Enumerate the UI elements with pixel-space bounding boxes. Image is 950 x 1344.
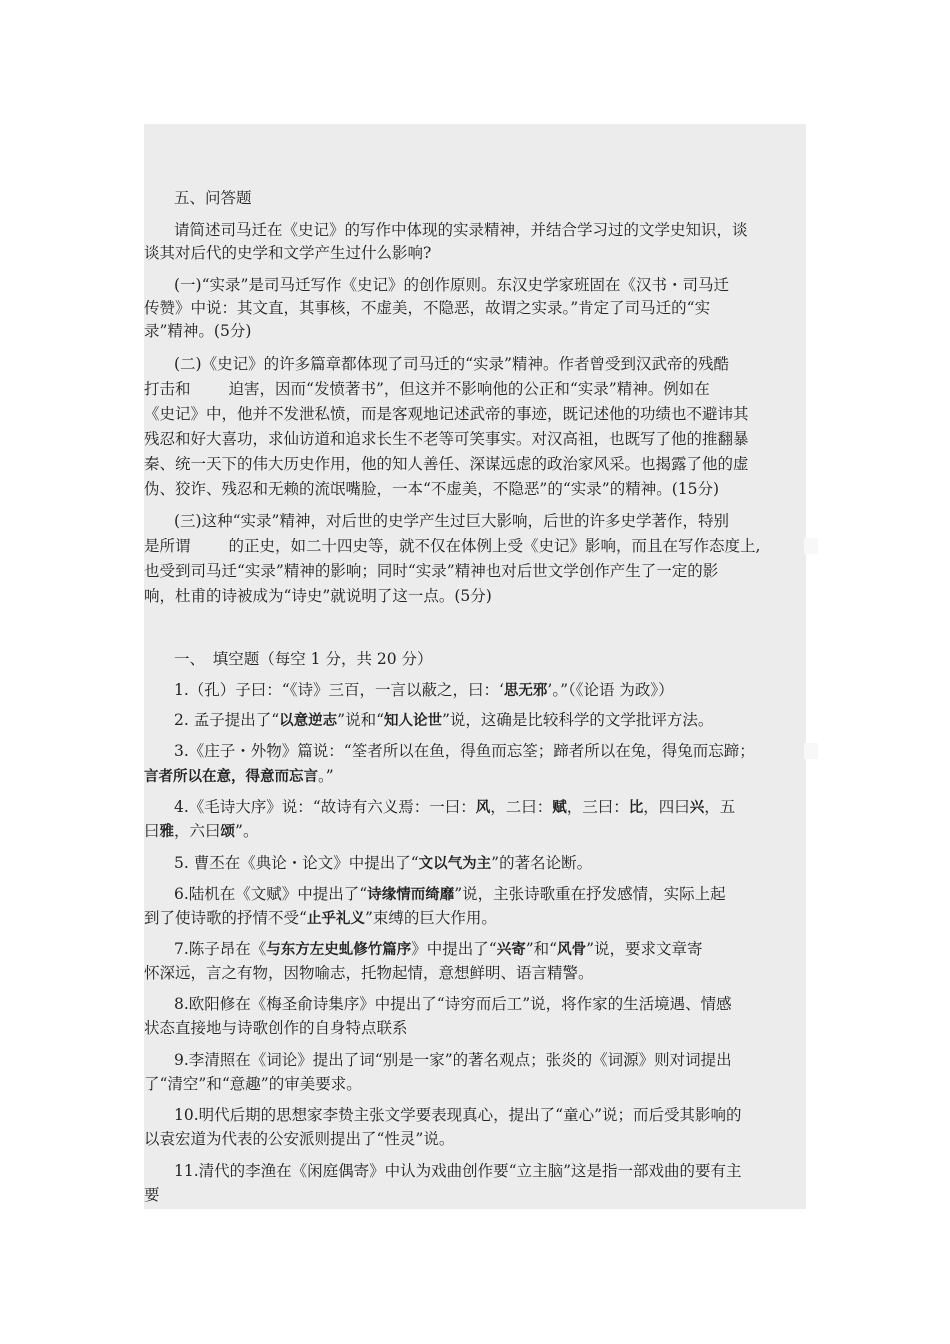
item-4-answer-ya: 雅 <box>159 824 175 840</box>
question-line-1: 请简述司马迁在《史记》的写作中体现的实录精神，并结合学习过的文学史知识，谈 <box>174 221 748 239</box>
item-4-line-2 <box>144 821 806 843</box>
answer-1-line-1: (一)“实录”是司马迁写作《史记》的创作原则。东汉史学家班固在《汉书・司马迁 <box>174 276 729 294</box>
answer-3-line-1: (三)这种“实录”精神，对后世的史学产生过巨大影响，后世的许多史学著作，特别 <box>174 512 729 530</box>
item-7-text-a: 7.陈子昂在《 <box>174 940 267 958</box>
item-7-line-1 <box>144 939 806 961</box>
item-7-answer-title: 与东方左史虬修竹篇序 <box>266 942 412 958</box>
item-11-line-2: 要 <box>144 1186 160 1204</box>
item-2-answer-2: 知人论世 <box>384 713 442 729</box>
item-9-line-1: 9.李清照在《词论》提出了词“别是一家”的著名观点；张炎的《词源》则对词提出 <box>174 1051 732 1069</box>
item-3-line-1: 3.《庄子・外物》篇说：“筌者所以在鱼，得鱼而忘筌；蹄者所以在兔，得兔而忘蹄； <box>174 742 755 760</box>
item-7-answer-xingji: 兴寄 <box>496 942 526 958</box>
item-6-text-a: 6.陆机在《文赋》中提出了“ <box>174 885 368 903</box>
item-3-line-2 <box>144 766 806 788</box>
item-5-answer: 文以气为主 <box>418 856 492 872</box>
item-6-text-d: ”束缚的巨大作用。 <box>364 909 497 927</box>
item-6-answer-1: 诗缘情而绮靡 <box>367 887 455 903</box>
margin-strip <box>804 538 818 554</box>
answer-2-line-1: (二)《史记》的许多篇章都体现了司马迁的“实录”精神。作者曾受到汉武帝的残酷 <box>174 355 729 373</box>
answer-2-line-2 <box>144 379 806 400</box>
item-7-line-2: 怀深远，言之有物，因物喻志，托物起情，意想鲜明、语言精警。 <box>144 964 594 982</box>
item-5-text-a: 5. 曹丕在《典论・论文》中提出了“ <box>174 854 419 872</box>
item-7-text-d: ”说，要求文章寄 <box>586 940 703 958</box>
answer-2-line-3: 《史记》中，他并不发泄私愤，而是客观地记述武帝的事迹，既记述他的功绩也不避讳其 <box>144 405 749 423</box>
item-1-text-a: 1.（孔）子曰：“《诗》三百，一言以蔽之，曰：‘ <box>174 681 504 699</box>
item-7-text-b: 》中提出了“ <box>411 940 497 958</box>
item-2 <box>144 710 806 732</box>
answer-3-fragment-b: 的正史，如二十四史等，就不仅在体例上受《史记》影响，而且在写作态度上, <box>228 537 761 555</box>
section-1-heading: 一、 填空题（每空 1 分，共 20 分） <box>174 650 433 668</box>
answer-2-fragment-a: 打击和 <box>144 380 191 398</box>
item-9-line-2: 了“清空”和“意趣”的审美要求。 <box>144 1075 362 1093</box>
item-10-line-1: 10.明代后期的思想家李贽主张文学要表现真心，提出了“童心”说；而后受其影响的 <box>174 1106 742 1124</box>
margin-strip <box>804 743 818 759</box>
answer-3-line-4: 响，杜甫的诗被成为“诗史”就说明了这一点。(5分) <box>144 587 492 605</box>
item-10-line-2: 以袁宏道为代表的公安派则提出了“性灵”说。 <box>144 1130 455 1148</box>
question-line-2: 谈其对后代的史学和文学产生过什么影响? <box>144 244 432 262</box>
item-7-answer-fenggu: 风骨 <box>557 942 587 958</box>
item-4-text-b: ，二曰： <box>490 798 553 816</box>
item-8-line-2: 状态直接地与诗歌创作的自身特点联系 <box>144 1019 408 1037</box>
item-4-answer-song: 颂 <box>220 824 236 840</box>
section-5-heading: 五、问答题 <box>174 189 252 207</box>
item-3-text: 。” <box>318 767 334 785</box>
item-2-text-b: ”说和“ <box>337 711 384 729</box>
answer-3-fragment-a: 是所谓 <box>144 537 191 555</box>
item-4-answer-fu: 赋 <box>552 800 567 816</box>
answer-2-line-4: 残忍和好大喜功，求仙访道和追求长生不老等可笑事实。对汉高祖，也既写了他的推翻暴 <box>144 430 749 448</box>
item-4-text-d: ，四曰 <box>643 798 690 816</box>
item-6-line-1 <box>144 884 806 906</box>
item-4-line-1 <box>144 797 806 819</box>
item-2-text-c: ”说，这确是比较科学的文学批评方法。 <box>442 711 714 729</box>
answer-3-line-2 <box>144 536 806 557</box>
answer-1-line-2: 传赞》中说：其文直，其事核，不虚美，不隐恶，故谓之实录。”肯定了司马迁的“实 <box>144 299 711 317</box>
item-2-text-a: 2. 孟子提出了“ <box>174 711 280 729</box>
item-5 <box>144 853 806 875</box>
item-4-text-e: ，五 <box>704 798 736 816</box>
item-6-answer-2: 止乎礼义 <box>306 911 365 927</box>
item-4-text-a: 4.《毛诗大序》说：“故诗有六义焉：一曰： <box>174 798 476 816</box>
item-4-answer-xing: 兴 <box>689 800 705 816</box>
answer-2-line-5: 秦、统一天下的伟大历史作用，他的知人善任、深谋远虑的政治家风采。也揭露了他的虚 <box>144 455 749 473</box>
item-4-text-h: ”。 <box>235 822 259 840</box>
answer-1-line-3: 录”精神。(5分) <box>144 322 252 340</box>
item-4-answer-feng: 风 <box>475 800 491 816</box>
item-6-text-c: 到了使诗歌的抒情不受“ <box>144 909 307 927</box>
item-1-answer: 思无邪 <box>503 683 548 699</box>
item-2-answer-1: 以意逆志 <box>279 713 338 729</box>
item-6-text-b: ”说，主张诗歌重在抒发感情，实际上起 <box>454 885 726 903</box>
item-1-text-b: ’。”（《论语 为政》） <box>547 681 674 699</box>
item-7-text-c: ”和“ <box>525 940 558 958</box>
answer-3-line-3: 也受到司马迁“实录”精神的影响；同时“实录”精神也对后世文学创作产生了一定的影 <box>144 562 719 580</box>
item-4-text-c: ，三曰： <box>566 798 629 816</box>
item-4-text-g: ，六曰 <box>174 822 221 840</box>
item-6-line-2 <box>144 908 806 930</box>
item-11-line-1: 11.清代的李渔在《闲庭偶寄》中认为戏曲创作要“立主脑”这是指一部戏曲的要有主 <box>174 1162 742 1180</box>
item-8-line-1: 8.欧阳修在《梅圣俞诗集序》中提出了“诗穷而后工”说，将作家的生活境遇、情感 <box>174 995 732 1013</box>
item-1 <box>144 680 806 702</box>
answer-2-line-6: 伪、狡诈、残忍和无赖的流氓嘴脸，一本“不虚美，不隐恶”的“实录”的精神。(15分) <box>144 480 720 498</box>
document-page <box>144 124 806 1209</box>
item-4-answer-bi: 比 <box>628 800 644 816</box>
item-3-answer: 言者所以在意，得意而忘言 <box>144 769 318 785</box>
item-5-text-b: ”的著名论断。 <box>491 854 593 872</box>
answer-2-fragment-b: 迫害，因而“发愤著书”，但这并不影响他的公正和“实录”精神。例如在 <box>228 380 710 398</box>
item-4-text-f: 曰 <box>144 822 160 840</box>
